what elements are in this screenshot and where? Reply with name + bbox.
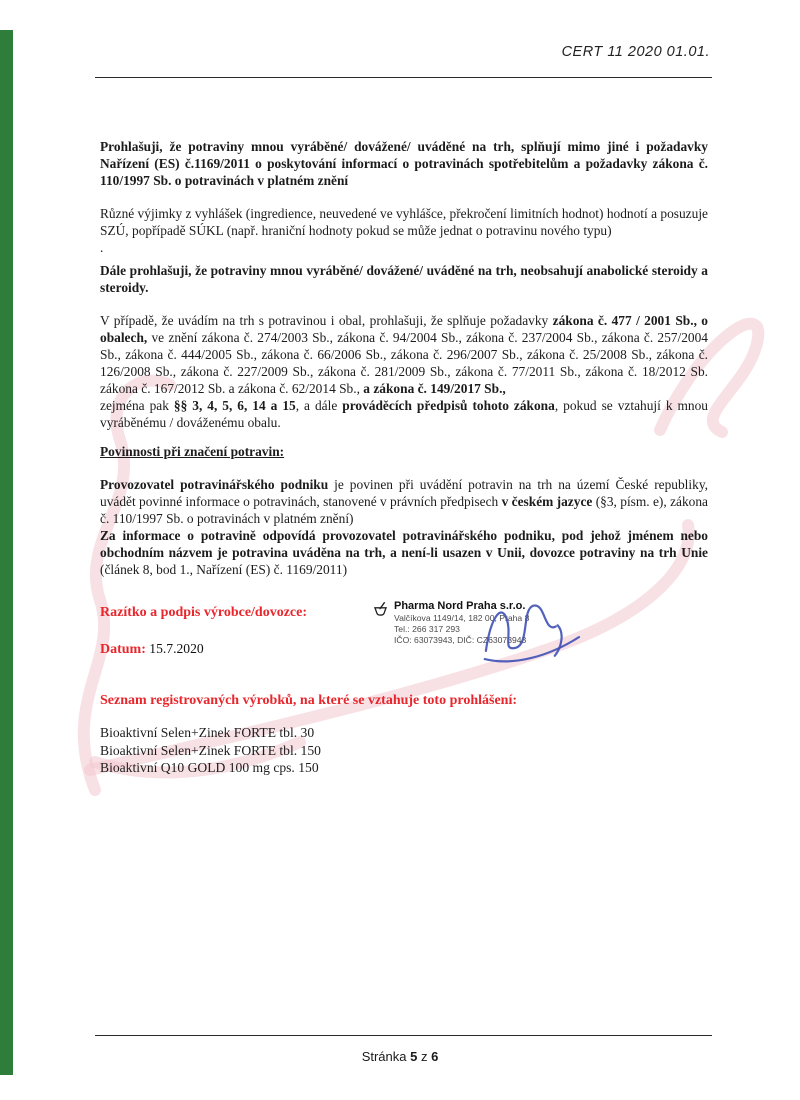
registered-products-heading: Seznam registrovaných výrobků, na které se vztahuje toto prohlášení:	[100, 693, 518, 708]
text-segment: V případě, že uvádím na trh s potravinou i obal, prohlašuji, že splňuje požadavky	[100, 313, 553, 328]
paragraph-declaration-1169	[100, 138, 708, 189]
stamp-registration: IČO: 63073943, DIČ: CZ63073943	[394, 635, 527, 645]
paragraph-exceptions	[100, 205, 708, 239]
text-segment: §§ 3, 4, 5, 6, 14 a 15	[173, 398, 296, 413]
text-segment: a zákona č. 149/2017 Sb.,	[363, 381, 506, 396]
date-value: 15.7.2020	[145, 641, 204, 656]
text-segment: , a dále	[295, 398, 343, 413]
text-segment: Stránka	[361, 1049, 411, 1064]
cert-reference: CERT 11 2020 01.01.	[561, 44, 710, 60]
pharmacy-logo-icon	[372, 601, 389, 618]
text-segment: 6	[431, 1049, 439, 1064]
paragraph-operator-duties	[100, 476, 708, 527]
product-item: Bioaktivní Selen+Zinek FORTE tbl. 30	[100, 725, 315, 740]
text-segment: z	[417, 1049, 432, 1064]
text-segment: je povinen při uvádění potravin na trh na území České republiky, uvádět povinné informace o potravinách, stanovené v právních předpisech	[100, 477, 708, 509]
text-segment: (článek 8, bod 1., Nařízení (ES) č. 1169/2011)	[100, 562, 348, 577]
heading-labeling-duties: Povinnosti při značení potravin:	[100, 444, 285, 459]
text-segment: Různé výjimky z vyhlášek (ingredience, neuvedené ve vyhlášce, překročení limitních hodnot) hodnotí a posuzuje SZÚ, popřípadě SÚKL (např. hraniční hodnoty pokud se může jednat o potravinu nového typu)	[100, 206, 708, 238]
footer-rule	[95, 1035, 712, 1036]
scan-edge-strip	[0, 30, 13, 1075]
text-segment: 5	[410, 1049, 418, 1064]
product-list	[100, 724, 708, 777]
document-body	[100, 138, 708, 777]
paragraph-responsibility	[100, 527, 708, 578]
stamp-company-name: Pharma Nord Praha s.r.o.	[394, 600, 526, 612]
stamp-and-signature-section	[100, 600, 708, 676]
stamp-address: Valčíkova 1149/14, 182 00, Praha 8	[394, 613, 530, 623]
date-label: Datum:	[100, 642, 146, 657]
product-item: Bioaktivní Selen+Zinek FORTE tbl. 150	[100, 742, 321, 758]
text-segment: (§3, písm. e), zákona č. 110/1997 Sb. o potravinách v platném znění)	[100, 494, 709, 526]
paragraph-dot	[100, 239, 708, 256]
text-segment: .	[100, 240, 104, 255]
company-stamp	[372, 600, 602, 646]
stamp-phone: Tel.: 266 317 293	[394, 624, 460, 634]
paragraph-packaging-sections	[100, 397, 708, 431]
paragraph-packaging-law	[100, 312, 708, 397]
text-segment: prováděcích předpisů tohoto zákona	[342, 398, 555, 413]
text-segment: , pokud se vztahují k mnou vyráběnému / dováženému obalu.	[100, 398, 708, 430]
text-segment: zejména pak	[100, 398, 174, 413]
text-segment: ve znění zákona č. 274/2003 Sb., zákona č. 94/2004 Sb., zákona č. 237/2004 Sb., zákona č. 257/2004 Sb., zákona č. 444/2005 Sb., zákona č. 66/2006 Sb., zákona č. 296/2007 Sb., zákona č. 25/2008 Sb., zákona č. 126/2008 Sb., zákona č. 227/2009 Sb., zákona č. 281/2009 Sb., zákona č. 77/2011 Sb., zákona č. 18/2012 Sb. zákona č. 167/2012 Sb. a zákona č. 62/2014 Sb.,	[100, 330, 708, 396]
header-rule	[95, 77, 712, 78]
text-segment: v českém jazyce	[501, 494, 593, 509]
paragraph-steroids	[100, 262, 708, 296]
product-item: Bioaktivní Q10 GOLD 100 mg cps. 150	[100, 760, 319, 775]
text-segment: Za informace o potravině odpovídá provozovatel potravinářského podniku, pod jehož jménem nebo obchodním názvem je potravina uváděna na trh, a není-li usazen v Unii, dovozce potraviny na trh Unie	[100, 528, 708, 560]
handwritten-signature	[468, 582, 596, 679]
stamp-signature-label: Razítko a podpis výrobce/dovozce:	[100, 605, 308, 620]
text-segment: Dále prohlašuji, že potraviny mnou vyráběné/ dovážené/ uváděné na trh, neobsahují anabolické steroidy a steroidy.	[100, 263, 708, 295]
page-number	[0, 1049, 800, 1064]
text-segment: Prohlašuji, že potraviny mnou vyráběné/ dovážené/ uváděné na trh, splňují mimo jiné i požadavky Nařízení (ES) č.1169/2011 o poskytování informací o potravinách spotřebitelům a požadavky zákona č. 110/1997 Sb. o potravinách v platném znění	[100, 139, 708, 188]
text-segment: Provozovatel potravinářského podniku	[100, 477, 329, 492]
text-segment: zákona č. 477 / 2001 Sb., o obalech,	[100, 313, 708, 345]
